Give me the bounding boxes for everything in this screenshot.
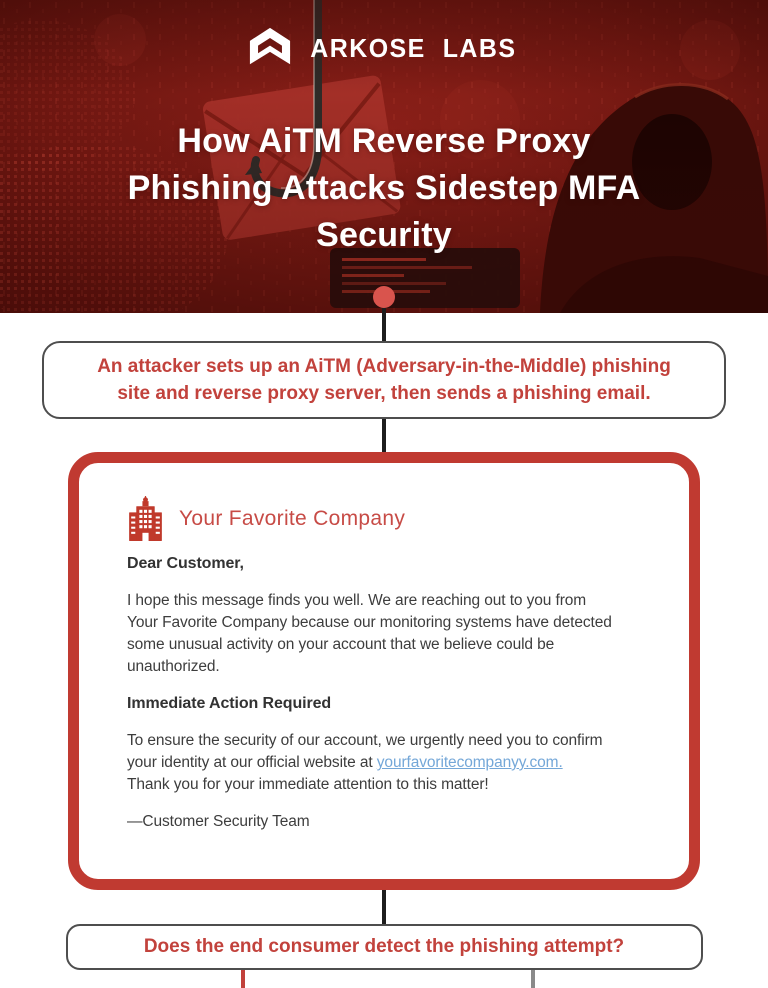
phishing-url-link[interactable]: yourfavoritecompanyy.com. [376, 754, 563, 771]
email-sender-row [127, 496, 649, 541]
title-line-1: How AiTM Reverse Proxy [177, 122, 591, 160]
question-text: Does the end consumer detect the phishing attempt? [143, 936, 625, 957]
email-salutation: Dear Customer, [127, 555, 244, 572]
step1-line-2: site and reverse proxy server, then sends a phishing email. [117, 383, 651, 404]
connector-line-3 [382, 890, 386, 924]
step1-line-1: An attacker sets up an AiTM (Adversary-in-the-Middle) phishing [97, 356, 671, 377]
title-line-2: Phishing Attacks Sidestep MFA [127, 169, 641, 207]
question-box [66, 924, 703, 970]
page-title [0, 118, 768, 259]
email-signature: —Customer Security Team [127, 813, 310, 830]
branch-line-right-gray [531, 970, 535, 988]
email-action-heading: Immediate Action Required [127, 695, 332, 712]
arkose-logo-icon [247, 26, 293, 70]
email-body [127, 555, 649, 831]
logo-wordmark: ARKOSE LABS [310, 32, 517, 63]
connector-dot [373, 286, 395, 308]
email-paragraph-1: I hope this message finds you well. We are reaching out to you from Your Favorite Company because our monitoring systems have detected some unusual activity on your account that we believe could be unauthorized. [127, 592, 612, 675]
building-icon [127, 496, 164, 541]
email-paragraph-2: To ensure the security of our account, we urgently need you to confirm your identity at our official website at yourfavoritecompanyy.com. Thank you for your immediate attention to this matter! [127, 732, 603, 793]
arkose-labs-logo [0, 26, 768, 70]
step-attacker-setup-box [42, 341, 726, 419]
email-sender-name: Your Favorite Company [179, 506, 406, 530]
phishing-email-card [68, 452, 700, 890]
branch-line-left-red [241, 970, 245, 988]
step-attacker-setup-text [97, 353, 671, 407]
connector-line-1 [382, 313, 386, 341]
connector-line-2 [382, 419, 386, 452]
paragraph-text: your identity at our official website at [127, 754, 377, 771]
hero-header [0, 0, 768, 313]
decision-branches [0, 970, 768, 988]
title-line-3: Security [316, 216, 452, 254]
